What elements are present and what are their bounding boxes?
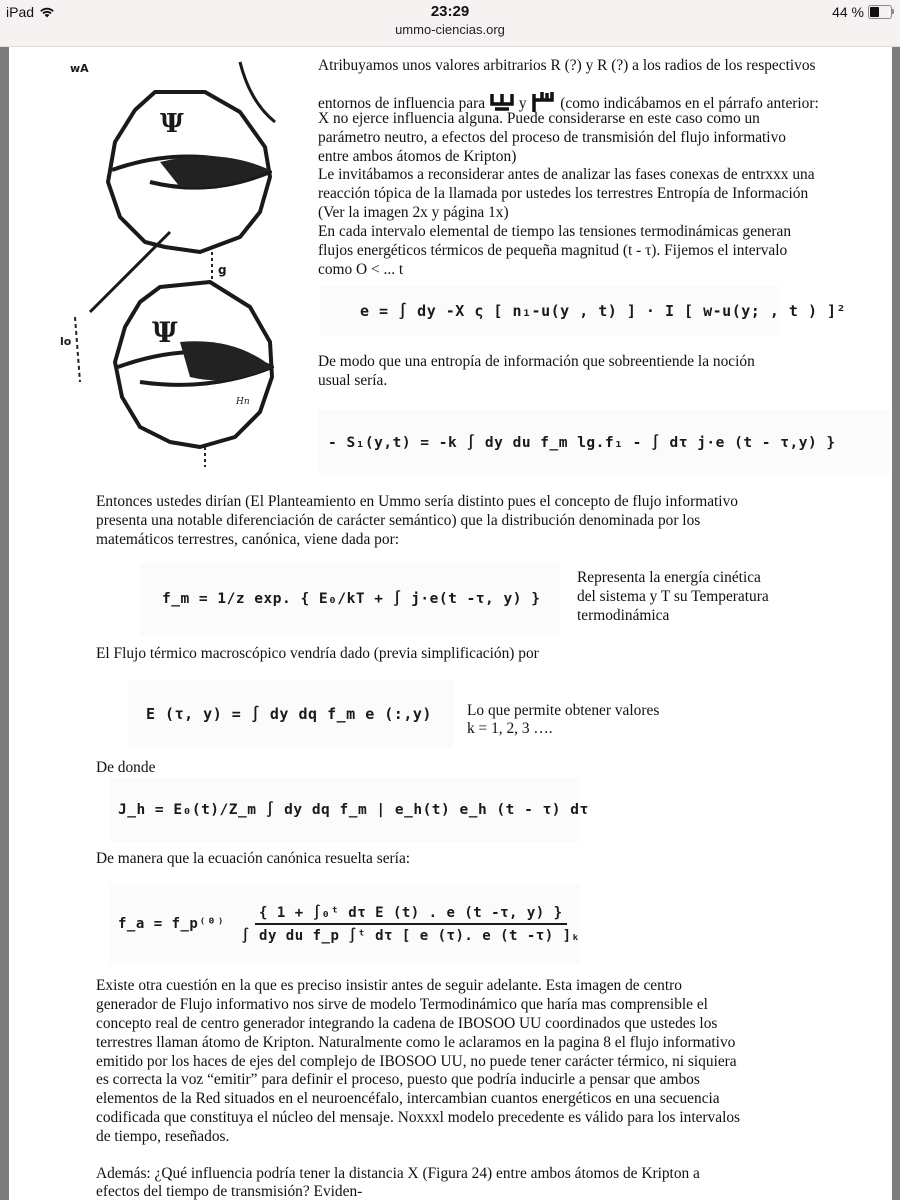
equation-4: E (τ, y) = ∫ dy dq f_m e (:,y) bbox=[128, 680, 453, 748]
equation-6-numerator: { 1 + ∫₀ᵗ dτ E (t) . e (t -τ, y) } bbox=[255, 905, 567, 925]
paragraph-1-line-11: como O < ... t bbox=[318, 261, 404, 278]
diagonal-line bbox=[90, 232, 170, 312]
paragraph-7-line-1: Existe otra cuestión en la que es preciso insistir antes de seguir adelante. Esta imagen de centro bbox=[96, 977, 682, 994]
status-bar bbox=[0, 0, 900, 47]
equation-4-note-line-2: k = 1, 2, 3 …. bbox=[467, 720, 553, 737]
page-gutter-left bbox=[0, 47, 9, 1200]
equation-1: e = ∫ dy -X ς [ n₁-u(y , t) ] · I [ w-u(y; , t ) ]² bbox=[320, 286, 780, 336]
equation-6-fraction bbox=[241, 905, 580, 944]
paragraph-1-line-8: (Ver la imagen 2x y página 1x) bbox=[318, 204, 509, 221]
paragraph-7-line-7: elementos de la Red situados en el neuroencéfalo, intercambian cuantos energéticos en una secuencia bbox=[96, 1090, 720, 1107]
top-lens-shade bbox=[160, 156, 270, 187]
url-bar[interactable]: ummo-ciencias.org bbox=[395, 22, 505, 37]
paragraph-1-line-3: X no ejerce influencia alguna. Puede considerarse en este caso como un bbox=[318, 110, 760, 127]
paragraph-7-line-8: codificada que constituya el núcleo del mensaje. Noxxxl modelo precedente es válido para los intervalos bbox=[96, 1109, 741, 1126]
equation-3: f_m = 1/z exp. { E₀/kT + ∫ j·e(t -τ, y) } bbox=[140, 563, 560, 635]
paragraph-1-line-7: reacción tópica de la llamada por ustedes los terrestres Entropía de Información bbox=[318, 185, 809, 202]
paragraph-5: De donde bbox=[96, 759, 156, 776]
figure-label-corner: wA bbox=[70, 62, 89, 75]
status-right bbox=[832, 4, 892, 20]
equation-3-note-line-2: del sistema y T su Temperatura bbox=[577, 588, 769, 605]
kripton-atoms-figure bbox=[60, 52, 310, 487]
text-fragment: (como indicábamos en el párrafo anterior: bbox=[560, 95, 819, 112]
equation-5: J_h = E₀(t)/Z_m ∫ dy dq f_m | e_h(t) e_h (t - τ) dτ bbox=[110, 778, 580, 842]
paragraph-8-line-1: Además: ¿Qué influencia podría tener la distancia X (Figura 24) entre ambos átomos de Kripton a bbox=[96, 1165, 700, 1182]
paragraph-1-line-4: parámetro neutro, a efectos del proceso de transmisión del flujo informativo bbox=[318, 129, 786, 146]
figure-label-hn: Hn bbox=[236, 397, 250, 407]
paragraph-3-line-1: Entonces ustedes dirían (El Planteamiento en Ummo sería distinto pues el concepto de flujo informativo bbox=[96, 493, 738, 510]
paragraph-1-line-9: En cada intervalo elemental de tiempo las tensiones termodinámicas generan bbox=[318, 223, 792, 240]
paragraph-1-line-10: flujos energéticos térmicos de pequeña magnitud (t - τ). Fijemos el intervalo bbox=[318, 242, 788, 259]
paragraph-7-line-2: generador de Flujo informativo nos sirve de modelo Termodinámico que haría mas comprensible el bbox=[96, 996, 708, 1013]
paragraph-8-line-2: efectos del tiempo de transmisión? Eviden- bbox=[96, 1183, 363, 1200]
equation-4-note-line-1: Lo que permite obtener valores bbox=[467, 702, 660, 719]
clock: 23:29 bbox=[430, 3, 470, 20]
text-fragment: y bbox=[518, 95, 527, 112]
paragraph-2-line-2: usual sería. bbox=[318, 372, 388, 389]
figure-label-side: lo bbox=[60, 335, 72, 348]
arc-top-right bbox=[240, 62, 275, 122]
figure-label-gap: g bbox=[218, 263, 227, 277]
page-gutter-right[interactable] bbox=[892, 47, 900, 1200]
bottom-lens-shade bbox=[180, 341, 272, 380]
equation-3-note-line-1: Representa la energía cinética bbox=[577, 569, 761, 586]
text-fragment: entornos de influencia para bbox=[318, 95, 486, 112]
paragraph-1-line-5: entre ambos átomos de Kripton) bbox=[318, 148, 517, 165]
paragraph-7-line-9: de tiempo, reseñados. bbox=[96, 1128, 230, 1145]
equation-6 bbox=[110, 884, 580, 964]
equation-2: - S₁(y,t) = -k ∫ dy du f_m lg.f₁ - ∫ dτ j·e (t - τ,y) } bbox=[318, 410, 890, 475]
equation-6-denominator: ∫ dy du f_p ∫ᵗ dτ [ e (τ). e (t -τ) ]ₖ bbox=[241, 927, 581, 944]
battery-percent: 44 % bbox=[832, 4, 864, 20]
equation-6-lhs: f_a = f_p⁽⁰⁾ bbox=[118, 916, 226, 932]
paragraph-7-line-3: concepto real de centro generador integrando la cadena de IBOSOO UU coordinados que ustedes los bbox=[96, 1015, 718, 1032]
paragraph-3-line-2: presenta una notable diferenciación de carácter semántico) que la distribución denominada por los bbox=[96, 512, 701, 529]
device-name: iPad bbox=[6, 4, 35, 20]
paragraph-7-line-4: terrestres llaman átomo de Kripton. Naturalmente como le aclaramos en la pagina 8 el flujo informativo bbox=[96, 1034, 736, 1051]
paragraph-7-line-6: es correcta la voz “emitir” para definir el proceso, puesto que podría inducirle a pensar que ambos bbox=[96, 1071, 700, 1088]
equation-3-note-line-3: termodinámica bbox=[577, 607, 670, 624]
figure-label-top: Ψ bbox=[160, 109, 184, 139]
figure-label-bottom: Ψ bbox=[152, 316, 178, 349]
paragraph-2-line-1: De modo que una entropía de información que sobreentiende la noción bbox=[318, 353, 755, 370]
paragraph-3-line-3: matemáticos terrestres, canónica, viene dada por: bbox=[96, 531, 399, 548]
paragraph-1-line-6: Le invitábamos a reconsiderar antes de analizar las fases conexas de entrxxx una bbox=[318, 166, 815, 183]
paragraph-6: De manera que la ecuación canónica resuelta sería: bbox=[96, 850, 411, 867]
paragraph-4: El Flujo térmico macroscópico vendría dado (previa simplificación) por bbox=[96, 645, 539, 662]
battery-icon bbox=[868, 5, 892, 19]
battery-fill bbox=[870, 7, 879, 17]
paragraph-7-line-5: emitido por los haces de ejes del complejo de IBOSOO UU, no puede tener carácter térmico, ni siquiera bbox=[96, 1053, 737, 1070]
paragraph-1-line-1: Atribuyamos unos valores arbitrarios R (?) y R (?) a los radios de los respectivos bbox=[318, 57, 816, 74]
